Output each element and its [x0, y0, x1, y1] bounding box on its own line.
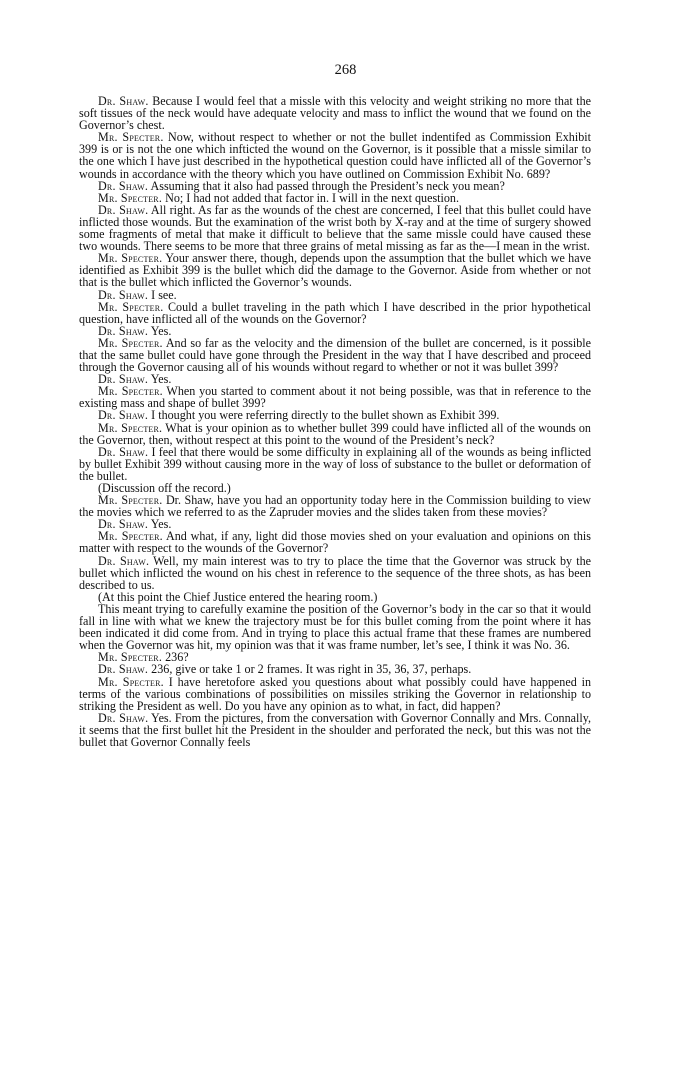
testimony-paragraph: [79, 712, 591, 748]
paragraph-text: Yes. From the pictures, from the conversation with Governor Connally and Mrs. Connally, it seems that the first bullet hit the President in the shoulder and perforated the neck, but this was not the bullet that Governor Connally feels: [79, 710, 591, 749]
paragraph-text: No; I had not added that factor in. I will in the next question.: [165, 190, 459, 205]
paragraph-text: Could a bullet traveling in the path which I have described in the prior hypothetical question, have inflicted all of the wounds on the Governor?: [79, 299, 591, 326]
speaker-name: Mr. Specter.: [98, 335, 163, 350]
speaker-name: Dr. Shaw.: [98, 408, 149, 423]
paragraph-text: Dr. Shaw, have you had an opportunity today here in the Commission building to view the movies which we referred to as the Zapruder movies and the slides taken from these movies?: [79, 493, 591, 520]
paragraph-text: 236?: [165, 650, 189, 665]
paragraph-text: I feel that there would be some difficulty in explaining all of the wounds as being inflicted by bullet Exhibit 399 without causing more in the way of loss of substance to the bullet or deformation of the bullet.: [79, 444, 591, 483]
paragraph-text: This meant trying to carefully examine the position of the Governor’s body in the car so that it would fall in line with what we knew the trajectory must be for this bullet coming from the point where it has been indicated it did come from. And in trying to place this actual frame that these frames are numbered when the Governor was hit, my opinion was that it was frame number, let’s see, I think it was No. 36.: [79, 601, 591, 653]
paragraph-text: (Discussion off the record.): [98, 481, 231, 495]
paragraph-text: Because I would feel that a missle with this velocity and weight striking no more that the soft tissues of the neck would have adequate velocity and mass to inflict the wound that we found on the Governor’s chest.: [79, 94, 591, 133]
paragraph-text: And so far as the velocity and the dimension of the bullet are concerned, is it possible that the same bullet could have gone through the President in the way that I have described and proceed through the Governor causing all of his wounds without regard to whether or not it was bullet 399?: [79, 335, 591, 375]
testimony-paragraph: [79, 494, 591, 518]
speaker-name: Mr. Specter.: [98, 384, 163, 399]
speaker-name: Dr. Shaw.: [98, 662, 149, 677]
speaker-name: Mr. Specter.: [98, 529, 163, 544]
speaker-name: Dr. Shaw.: [98, 178, 149, 193]
paragraph-text: 236, give or take 1 or 2 frames. It was right in 35, 36, 37, perhaps.: [151, 662, 472, 677]
speaker-name: Mr. Specter.: [98, 650, 163, 665]
paragraph-text: I have heretofore asked you questions about what possibly could have happened in terms of the various combinations of possibilities on missiles striking the Governor in relationship to striking the President as well. Do you have any opinion as to what, in fact, did happen?: [79, 674, 592, 713]
speaker-name: Mr. Specter.: [98, 674, 164, 689]
paragraph-text: I thought you were referring directly to the bullet shown as Exhibit 399.: [151, 408, 500, 423]
speaker-name: Mr. Specter.: [98, 420, 163, 435]
paragraph-text: When you started to comment about it not being possible, was that in reference to the existing mass and shape of bullet 399?: [79, 384, 591, 411]
speaker-name: Dr. Shaw.: [98, 94, 149, 108]
speaker-name: Mr. Specter.: [98, 299, 164, 314]
paragraph-text: What is your opinion as to whether bullet 399 could have inflicted all of the wounds on the Governor, then, without respect at this point to the wound of the President’s neck?: [79, 420, 591, 447]
speaker-name: Mr. Specter.: [98, 130, 164, 145]
paragraph-text: All right. As far as the wounds of the chest are concerned, I feel that this bullet could have inflicted those wounds. But the examination of the wrist both by X-ray and at the time of surgery showed some fragments of metal that make it difficult to believe that the same missle could have caused these two wounds. There seems to be more that three grains of metal missing as far as the—I mean in the wrist.: [79, 202, 591, 254]
testimony-paragraph: [79, 95, 591, 131]
testimony-paragraph: [79, 422, 591, 446]
speaker-name: Dr. Shaw.: [98, 710, 149, 725]
testimony-text: [79, 95, 591, 748]
paragraph-text: Your answer there, though, depends upon the assumption that the bullet which we have identified as Exhibit 399 is the bullet which did the damage to the Governor. Aside from whether or not that is the bullet which inflicted the Governor’s wounds.: [79, 251, 591, 290]
testimony-paragraph: [79, 446, 591, 482]
speaker-name: Mr. Specter.: [98, 251, 163, 266]
testimony-paragraph: [79, 603, 591, 651]
testimony-paragraph: [79, 385, 591, 409]
speaker-name: Mr. Specter.: [98, 190, 163, 205]
page-number: 268: [334, 62, 357, 78]
speaker-name: Mr. Specter.: [98, 493, 163, 508]
testimony-paragraph: [79, 555, 591, 591]
testimony-paragraph: [79, 131, 591, 179]
testimony-paragraph: [79, 301, 591, 325]
paragraph-text: I see.: [151, 287, 177, 302]
testimony-paragraph: [79, 676, 591, 712]
testimony-paragraph: [79, 204, 591, 252]
paragraph-text: Now, without respect to whether or not the bullet indentifed as Commission Exhibit 399 is or is not the one which infticted the wound on the Governor, is it possible that a missle similar to the one which I have just described in the hypothetical question could have inflicted all of the Governor’s wounds in accordance with the theory which you have outlined on Commission Exhibit No. 689?: [79, 130, 591, 181]
paragraph-text: And what, if any, light did those movies shed on your evaluation and opinions on this matter with respect to the wounds of the Governor?: [79, 529, 591, 556]
paragraph-text: Yes.: [150, 517, 172, 532]
testimony-paragraph: [79, 337, 591, 373]
paragraph-text: Yes.: [150, 323, 172, 338]
paragraph-text: Yes.: [150, 372, 172, 387]
speaker-name: Dr. Shaw.: [98, 553, 150, 568]
speaker-name: Dr. Shaw.: [98, 287, 149, 302]
speaker-name: Dr. Shaw.: [98, 323, 149, 338]
speaker-name: Dr. Shaw.: [98, 202, 149, 217]
testimony-paragraph: [79, 530, 591, 554]
speaker-name: Dr. Shaw.: [98, 444, 149, 459]
speaker-name: Dr. Shaw.: [98, 372, 149, 387]
paragraph-text: Assuming that it also had passed through the President’s neck you mean?: [150, 178, 505, 193]
paragraph-text: (At this point the Chief Justice entered the hearing room.): [98, 589, 378, 604]
paragraph-text: Well, my main interest was to try to place the time that the Governor was struck by the bullet which inflicted the wound on his chest in reference to the sequence of the three shots, as has been described to us.: [79, 553, 591, 592]
testimony-paragraph: [79, 252, 591, 288]
speaker-name: Dr. Shaw.: [98, 517, 149, 532]
